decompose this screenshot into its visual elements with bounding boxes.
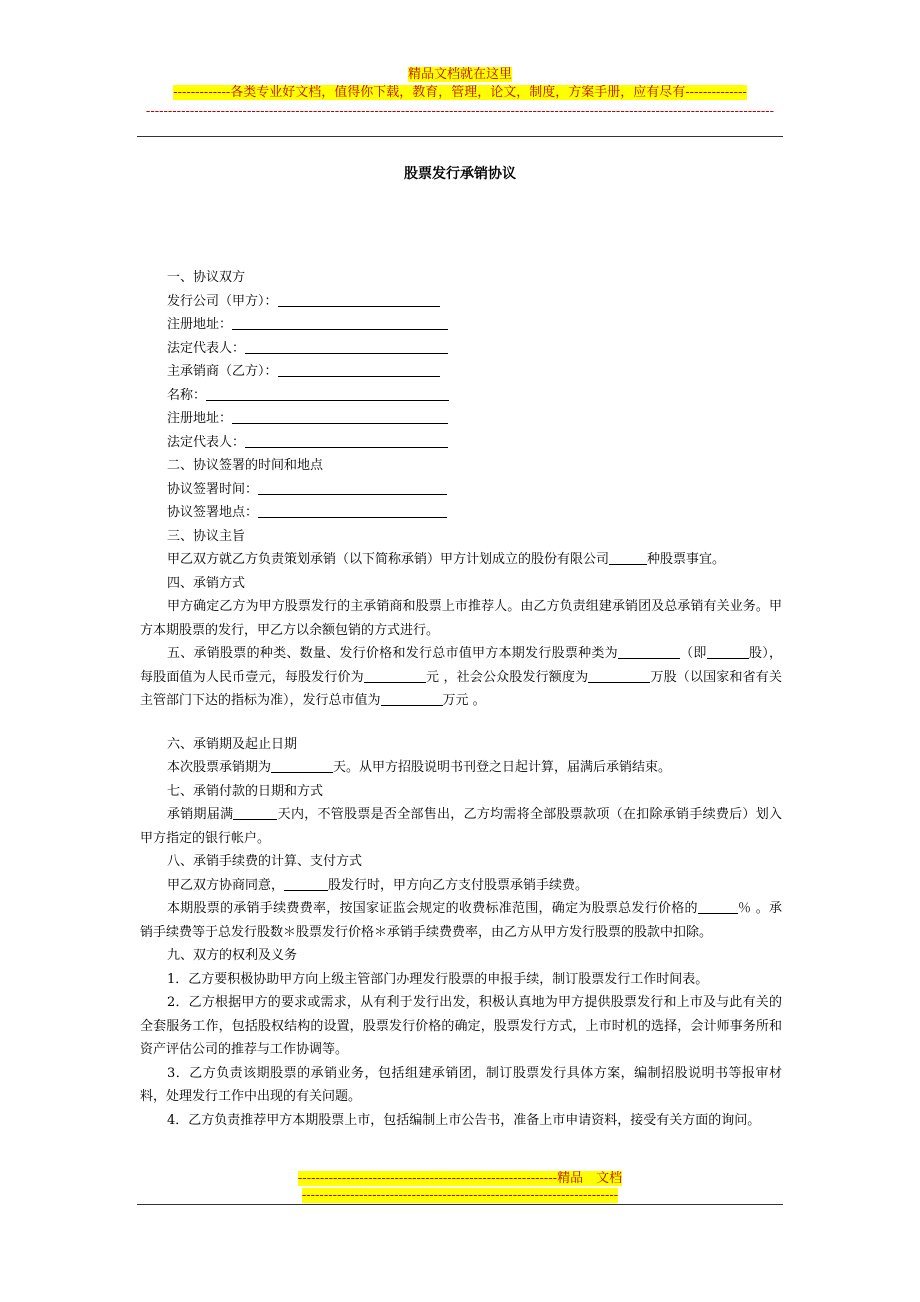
blank-field: [364, 668, 426, 683]
blank-field: [278, 362, 440, 377]
blank-field: [245, 339, 448, 354]
section-heading: 四、承销方式: [167, 575, 246, 591]
form-line-sign-place: 协议签署地点：: [140, 501, 782, 525]
form-line-sign-time: 协议签署时间：: [140, 478, 782, 502]
header-rule: [137, 136, 783, 137]
paragraph: 甲方确定乙方为甲方股票发行的主承销商和股票上市推荐人。由乙方负责组建承销团及总承销有关业务。甲方本期股票的发行，甲乙方以余额包销的方式进行。: [140, 599, 782, 638]
section-heading: 一、协议双方: [167, 270, 246, 285]
blank-field: [588, 668, 650, 683]
blank-field: [206, 386, 449, 401]
form-line-issuer: 发行公司（甲方）：: [140, 290, 782, 314]
list-item: 1．乙方要积极协助甲方向上级主管部门办理发行股票的申报手续，制订股票发行工作时间表。: [167, 971, 709, 987]
blank-field: [232, 409, 448, 424]
list-item: 2．乙方根据甲方的要求或需求，从有利于发行出发，积极认真地为甲方提供股票发行和上市及与此有关的全套服务工作，包括股权结构的设置，股票发行价格的确定，股票发行方式，上市时机的选择，会计师事务所和资产评估公司的推荐与工作协调等。: [140, 995, 782, 1057]
document-body: [140, 266, 782, 1132]
blank-field: [232, 315, 448, 330]
form-line-underwriter: 主承销商（乙方）：: [140, 360, 782, 384]
form-line-name: 名称：: [140, 384, 782, 408]
blank-field: [258, 503, 447, 518]
blank-field: [245, 433, 448, 448]
form-line-legal-rep: 法定代表人：: [140, 337, 782, 361]
document-title: 股票发行承销协议: [404, 166, 516, 182]
footer-dash-line: ------------------------------------------------------------------------: [301, 1188, 619, 1203]
blank-field: [278, 292, 440, 307]
paragraph: 承销期届满 天内，不管股票是否全部售出，乙方均需将全部股票款项（在扣除承销手续费后）划入甲方指定的银行帐户。: [140, 807, 782, 846]
blank-field: [609, 550, 647, 565]
footer-rule: [137, 1204, 783, 1205]
section-heading: 二、协议签署的时间和地点: [167, 458, 324, 473]
blank-field: [707, 644, 749, 659]
list-item: 4．乙方负责推荐甲方本期股票上市，包括编制上市公告书，准备上市申请资料，接受有关方面的询问。: [167, 1112, 761, 1128]
list-item: 3．乙方负责该期股票的承销业务，包括组建承销团，制订股票发行具体方案，编制招股说明书等报审材料，处理发行工作中出现的有关问题。: [140, 1065, 782, 1104]
blank-field: [381, 691, 443, 706]
section-heading: 六、承销期及起止日期: [167, 736, 298, 752]
header-dash-line: -----------------------------------------------------------------------------------------------------------------------------------------------: [145, 104, 775, 119]
section-heading: 三、协议主旨: [167, 528, 246, 544]
section-heading: 七、承销付款的日期和方式: [167, 783, 324, 799]
blank-field: [233, 805, 277, 820]
header-banner-slogan: -------------各类专业好文档，值得你下载，教育，管理，论文，制度，方案手册，应有尽有--------------: [173, 85, 747, 100]
section-heading: 九、双方的权利及义务: [167, 948, 298, 963]
header-banner-title: 精品文档就在这里: [407, 67, 512, 82]
paragraph: 本次股票承销期为 天。从甲方招股说明书刊登之日起计算，届满后承销结束。: [167, 760, 672, 775]
blank-field: [258, 480, 447, 495]
footer-banner: -----------------------------------------------------------精品 文档: [297, 1171, 623, 1186]
paragraph: 甲乙双方协商同意， 股发行时，甲方向乙方支付股票承销手续费。: [167, 877, 589, 893]
form-line-legal-rep-2: 法定代表人：: [140, 431, 782, 455]
blank-field: [284, 876, 328, 891]
blank-field: [698, 899, 738, 914]
blank-field: [618, 644, 680, 659]
paragraph: 甲乙双方就乙方负责策划承销（以下简称承销）甲方计划成立的股份有限公司 种股票事宜。: [167, 552, 726, 567]
form-line-reg-address-2: 注册地址：: [140, 407, 782, 431]
section-heading: 八、承销手续费的计算、支付方式: [167, 854, 363, 869]
paragraph: 本期股票的承销手续费费率，按国家证监会规定的收费标准范围，确定为股票总发行价格的 ％ 。承销手续费等于总发行股数＊股票发行价格＊承销手续费费率，由乙方从甲方发行股票的股款中扣除。: [140, 901, 782, 940]
paragraph: 五、承销股票的种类、数量、发行价格和发行总市值甲方本期发行股票种类为 （即 股），每股面值为人民币壹元，每股发行价为 元 ，社会公众股发行额度为 万股（以国家和省有关主管部门下达的指标为准），发行总市值为 万元 。: [140, 646, 782, 708]
form-line-reg-address: 注册地址：: [140, 313, 782, 337]
blank-field: [271, 758, 333, 773]
